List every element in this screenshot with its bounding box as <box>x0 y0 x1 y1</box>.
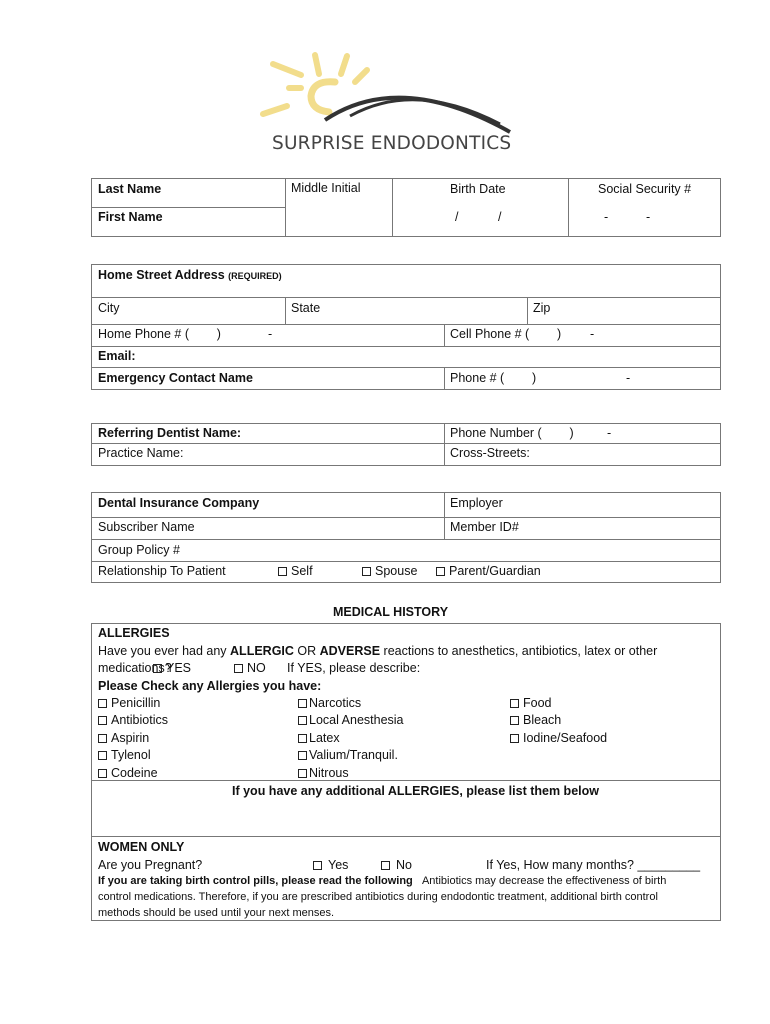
home-phone-field[interactable]: Home Phone # ( ) <box>98 327 221 341</box>
member-id-field[interactable]: Member ID# <box>450 520 519 534</box>
checkbox-icon[interactable] <box>298 734 307 743</box>
cell-phone-dash: - <box>590 327 595 341</box>
allergy-valium[interactable]: Valium/Tranquil. <box>298 747 398 763</box>
checkbox-icon[interactable] <box>510 699 519 708</box>
home-phone-dash: - <box>268 327 273 341</box>
last-name-field[interactable]: Last Name <box>98 182 162 196</box>
women-only-title: WOMEN ONLY <box>98 840 185 854</box>
checkbox-icon[interactable] <box>98 699 107 708</box>
middle-initial-field[interactable]: Middle Initial <box>291 181 361 195</box>
relationship-self-option[interactable]: Self <box>278 563 313 579</box>
referral-phone-dash: - <box>607 426 612 440</box>
checkbox-icon[interactable] <box>381 861 390 870</box>
allergy-if-yes-label: If YES, please describe: <box>287 661 421 675</box>
allergy-yes-option[interactable]: YES <box>153 660 191 676</box>
ssn-dash: - <box>604 210 609 224</box>
referral-phone-field[interactable]: Phone Number ( ) <box>450 426 574 440</box>
email-field[interactable]: Email: <box>98 349 136 363</box>
checkbox-icon[interactable] <box>153 664 162 673</box>
birth-control-notice-line2: control medications. Therefore, if you are prescribed antibiotics during endodontic treatment, additional birth control <box>98 891 658 903</box>
additional-allergies-input[interactable] <box>92 800 720 835</box>
brand-name: SURPRISE ENDODONTICS <box>272 133 512 154</box>
employer-field[interactable]: Employer <box>450 496 503 510</box>
allergy-question-line2: medications? <box>98 661 172 675</box>
emergency-phone-field[interactable]: Phone # ( ) <box>450 371 537 385</box>
birth-control-notice: If you are taking birth control pills, please read the following Antibiotics may decrease the effectiveness of birth <box>98 875 667 887</box>
pregnant-yes-option[interactable]: Yes <box>313 857 348 873</box>
subscriber-name-field[interactable]: Subscriber Name <box>98 520 195 534</box>
insurance-company-field[interactable]: Dental Insurance Company <box>98 496 260 510</box>
allergy-bleach[interactable]: Bleach <box>510 712 561 728</box>
allergy-codeine[interactable]: Codeine <box>98 765 158 781</box>
checkbox-icon[interactable] <box>436 567 445 576</box>
allergy-nitrous[interactable]: Nitrous <box>298 765 349 781</box>
allergy-food[interactable]: Food <box>510 695 552 711</box>
checkbox-icon[interactable] <box>98 734 107 743</box>
medical-history-title: MEDICAL HISTORY <box>333 605 449 619</box>
cross-streets-field[interactable]: Cross-Streets: <box>450 446 530 460</box>
pregnancy-months-field[interactable]: If Yes, How many months? _________ <box>486 858 701 872</box>
allergy-penicillin[interactable]: Penicillin <box>98 695 160 711</box>
allergy-antibiotics[interactable]: Antibiotics <box>98 712 168 728</box>
checkbox-icon[interactable] <box>234 664 243 673</box>
pregnant-no-option[interactable]: No <box>381 857 412 873</box>
checkbox-icon[interactable] <box>298 699 307 708</box>
zip-field[interactable]: Zip <box>533 301 551 315</box>
birth-date-slash: / <box>498 210 502 224</box>
allergy-latex[interactable]: Latex <box>298 730 340 746</box>
checkbox-icon[interactable] <box>510 734 519 743</box>
allergy-no-option[interactable]: NO <box>234 660 266 676</box>
check-allergies-label: Please Check any Allergies you have: <box>98 679 322 693</box>
additional-allergies-label: If you have any additional ALLERGIES, please list them below <box>232 784 599 798</box>
city-field[interactable]: City <box>98 301 120 315</box>
birth-date-slash: / <box>455 210 459 224</box>
checkbox-icon[interactable] <box>510 716 519 725</box>
checkbox-icon[interactable] <box>98 769 107 778</box>
checkbox-icon[interactable] <box>298 751 307 760</box>
allergy-narcotics[interactable]: Narcotics <box>298 695 361 711</box>
ssn-dash: - <box>646 210 651 224</box>
allergy-aspirin[interactable]: Aspirin <box>98 730 149 746</box>
birth-date-field[interactable]: Birth Date <box>450 182 506 196</box>
relationship-parent-option[interactable]: Parent/Guardian <box>436 563 541 579</box>
checkbox-icon[interactable] <box>362 567 371 576</box>
referring-dentist-field[interactable]: Referring Dentist Name: <box>98 426 242 440</box>
emergency-phone-dash: - <box>626 371 631 385</box>
first-name-field[interactable]: First Name <box>98 210 163 224</box>
allergy-question: Have you ever had any ALLERGIC OR ADVERSE reactions to anesthetics, antibiotics, latex or other <box>98 644 658 658</box>
birth-control-notice-line3: methods should be used until your next menses. <box>98 907 335 919</box>
ssn-field[interactable]: Social Security # <box>598 182 692 196</box>
checkbox-icon[interactable] <box>298 769 307 778</box>
group-policy-field[interactable]: Group Policy # <box>98 543 180 557</box>
allergy-iodine[interactable]: Iodine/Seafood <box>510 730 607 746</box>
allergy-local-anesthesia[interactable]: Local Anesthesia <box>298 712 404 728</box>
relationship-spouse-option[interactable]: Spouse <box>362 563 417 579</box>
relationship-label: Relationship To Patient <box>98 564 226 578</box>
checkbox-icon[interactable] <box>313 861 322 870</box>
state-field[interactable]: State <box>291 301 321 315</box>
checkbox-icon[interactable] <box>278 567 287 576</box>
allergy-tylenol[interactable]: Tylenol <box>98 747 151 763</box>
cell-phone-field[interactable]: Cell Phone # ( ) <box>450 327 562 341</box>
checkbox-icon[interactable] <box>298 716 307 725</box>
required-note: (REQUIRED) <box>228 271 282 281</box>
pregnant-question: Are you Pregnant? <box>98 858 203 872</box>
practice-name-field[interactable]: Practice Name: <box>98 446 184 460</box>
checkbox-icon[interactable] <box>98 716 107 725</box>
checkbox-icon[interactable] <box>98 751 107 760</box>
allergies-title: ALLERGIES <box>98 626 170 640</box>
home-street-field[interactable]: Home Street Address <box>98 268 225 282</box>
emergency-contact-field[interactable]: Emergency Contact Name <box>98 371 253 385</box>
